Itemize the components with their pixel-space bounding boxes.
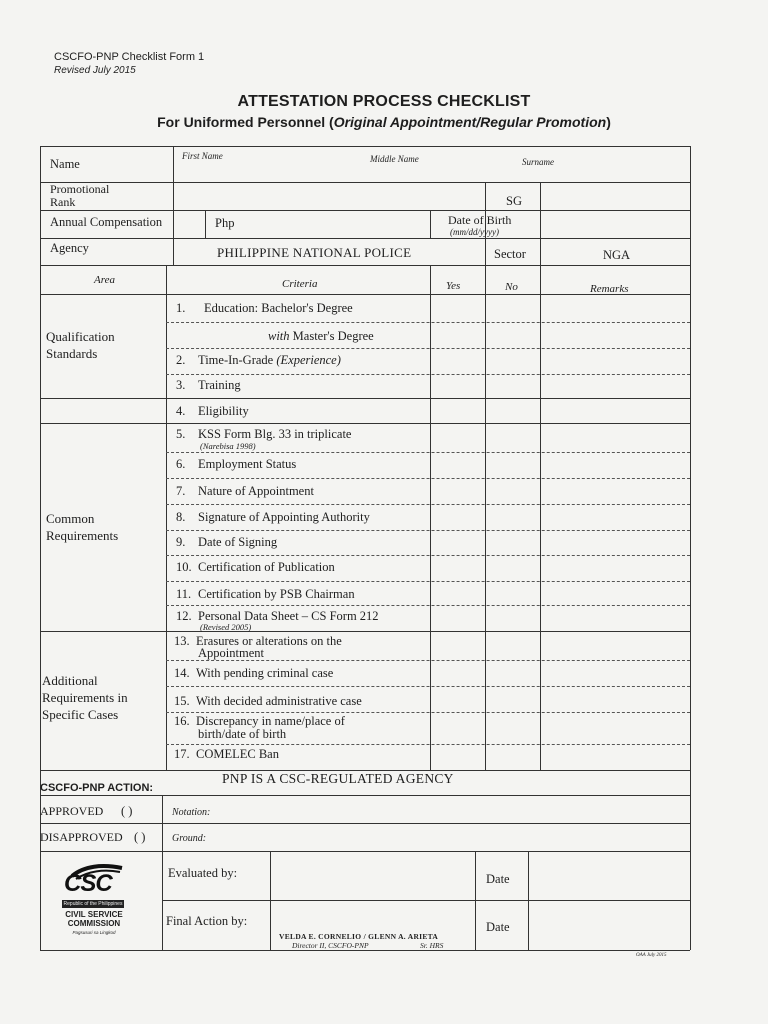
regulated-agency-banner: PNP IS A CSC-REGULATED AGENCY <box>222 771 454 786</box>
final-action-date-label: Date <box>486 920 510 934</box>
notation-label: Notation: <box>172 807 211 818</box>
sg-field[interactable] <box>542 184 688 208</box>
final-action-by-label: Final Action by: <box>166 914 248 928</box>
footer-code: OAA July 2015 <box>636 953 667 958</box>
dob-format: (mm/dd/yyyy) <box>450 227 499 237</box>
name-field[interactable] <box>175 165 687 181</box>
criterion-5-note: (Narebisa 1998) <box>200 441 256 451</box>
csc-logo: CSC Republic of the Philippines CIVIL SERVICE COMMISSION Pagsusuri sa Lingkod <box>58 860 130 944</box>
promotional-rank-label-2: Rank <box>50 195 76 209</box>
criterion-13-line2: Appointment <box>198 646 264 660</box>
criterion-6: 6. Employment Status <box>176 457 297 471</box>
column-area: Area <box>94 274 115 286</box>
column-yes: Yes <box>446 280 461 292</box>
criterion-12-note: (Revised 2005) <box>200 622 252 632</box>
column-criteria: Criteria <box>282 278 318 290</box>
final-action-by-field[interactable] <box>272 902 473 930</box>
action-label: CSCFO-PNP ACTION: <box>40 782 154 794</box>
evaluated-by-label: Evaluated by: <box>168 866 238 880</box>
ground-field[interactable] <box>220 826 686 848</box>
column-remarks: Remarks <box>590 283 629 295</box>
surname-label: Surname <box>522 157 554 167</box>
criterion-3: 3. Training <box>176 378 241 392</box>
approved-checkbox[interactable]: ( ) <box>121 804 133 818</box>
area-additional-requirements: Additional Requirements in Specific Cases <box>42 673 128 722</box>
evaluated-by-field[interactable] <box>272 853 473 898</box>
criterion-10: 10. Certification of Publication <box>176 560 335 574</box>
column-no: No <box>505 281 518 293</box>
sector-label: Sector <box>494 247 526 261</box>
page-title: ATTESTATION PROCESS CHECKLIST <box>237 93 531 110</box>
criterion-16: 16. Discrepancy in name/place of <box>174 714 345 728</box>
criterion-2: 2. Time-In-Grade (Experience) <box>176 353 341 367</box>
evaluated-date-label: Date <box>486 872 510 886</box>
agency-value: PHILIPPINE NATIONAL POLICE <box>217 245 412 260</box>
criterion-1b: with Master's Degree <box>268 329 374 343</box>
criterion-16-line2: birth/date of birth <box>198 727 287 741</box>
agency-label: Agency <box>50 241 89 255</box>
criterion-11: 11. Certification by PSB Chairman <box>176 587 355 601</box>
page-subtitle: For Uniformed Personnel (Original Appointment/Regular Promotion) <box>157 114 611 130</box>
criterion-12: 12. Personal Data Sheet – CS Form 212 <box>176 609 379 623</box>
criterion-14: 14. With pending criminal case <box>174 666 334 680</box>
signatory-title-1: Director II, CSCFO-PNP <box>292 941 369 950</box>
php-label: Php <box>215 216 235 230</box>
criterion-7: 7. Nature of Appointment <box>176 484 314 498</box>
criterion-17: 17. COMELEC Ban <box>174 747 279 761</box>
disapproved-checkbox[interactable]: ( ) <box>134 830 146 844</box>
signatory-name: VELDA E. CORNELIO / GLENN A. ARIETA <box>279 932 439 941</box>
dob-label: Date of Birth <box>448 213 512 227</box>
criterion-5: 5. KSS Form Blg. 33 in triplicate <box>176 427 352 441</box>
criterion-1: 1. Education: Bachelor's Degree <box>176 301 353 315</box>
criterion-4: 4. Eligibility <box>176 404 249 418</box>
sector-value: NGA <box>603 248 631 262</box>
ground-label: Ground: <box>172 833 207 844</box>
promotional-rank-label-1: Promotional <box>50 182 110 196</box>
form-code: CSCFO-PNP Checklist Form 1 <box>54 51 205 63</box>
notation-field[interactable] <box>220 799 686 821</box>
disapproved-label: DISAPPROVED <box>40 830 123 844</box>
annual-compensation-label: Annual Compensation <box>50 215 163 229</box>
dob-field[interactable] <box>542 212 688 236</box>
annual-compensation-field[interactable] <box>242 212 428 236</box>
criterion-8: 8. Signature of Appointing Authority <box>176 510 370 524</box>
area-qualification-standards: Qualification Standards <box>46 329 115 361</box>
promotional-rank-field[interactable] <box>175 184 483 208</box>
sg-label: SG <box>506 194 522 208</box>
signatory-title-2: Sr. HRS <box>420 941 444 950</box>
final-action-date-field[interactable] <box>530 902 688 948</box>
approved-label: APPROVED <box>40 804 104 818</box>
criterion-13: 13. Erasures or alterations on the <box>174 634 342 648</box>
criterion-9: 9. Date of Signing <box>176 535 278 549</box>
first-name-label: First Name <box>182 151 223 161</box>
name-label: Name <box>50 157 80 171</box>
area-common-requirements: Common Requirements <box>46 511 119 543</box>
middle-name-label: Middle Name <box>370 154 419 164</box>
evaluated-date-field[interactable] <box>530 853 688 898</box>
revision-date: Revised July 2015 <box>54 65 136 76</box>
criterion-15: 15. With decided administrative case <box>174 694 362 708</box>
